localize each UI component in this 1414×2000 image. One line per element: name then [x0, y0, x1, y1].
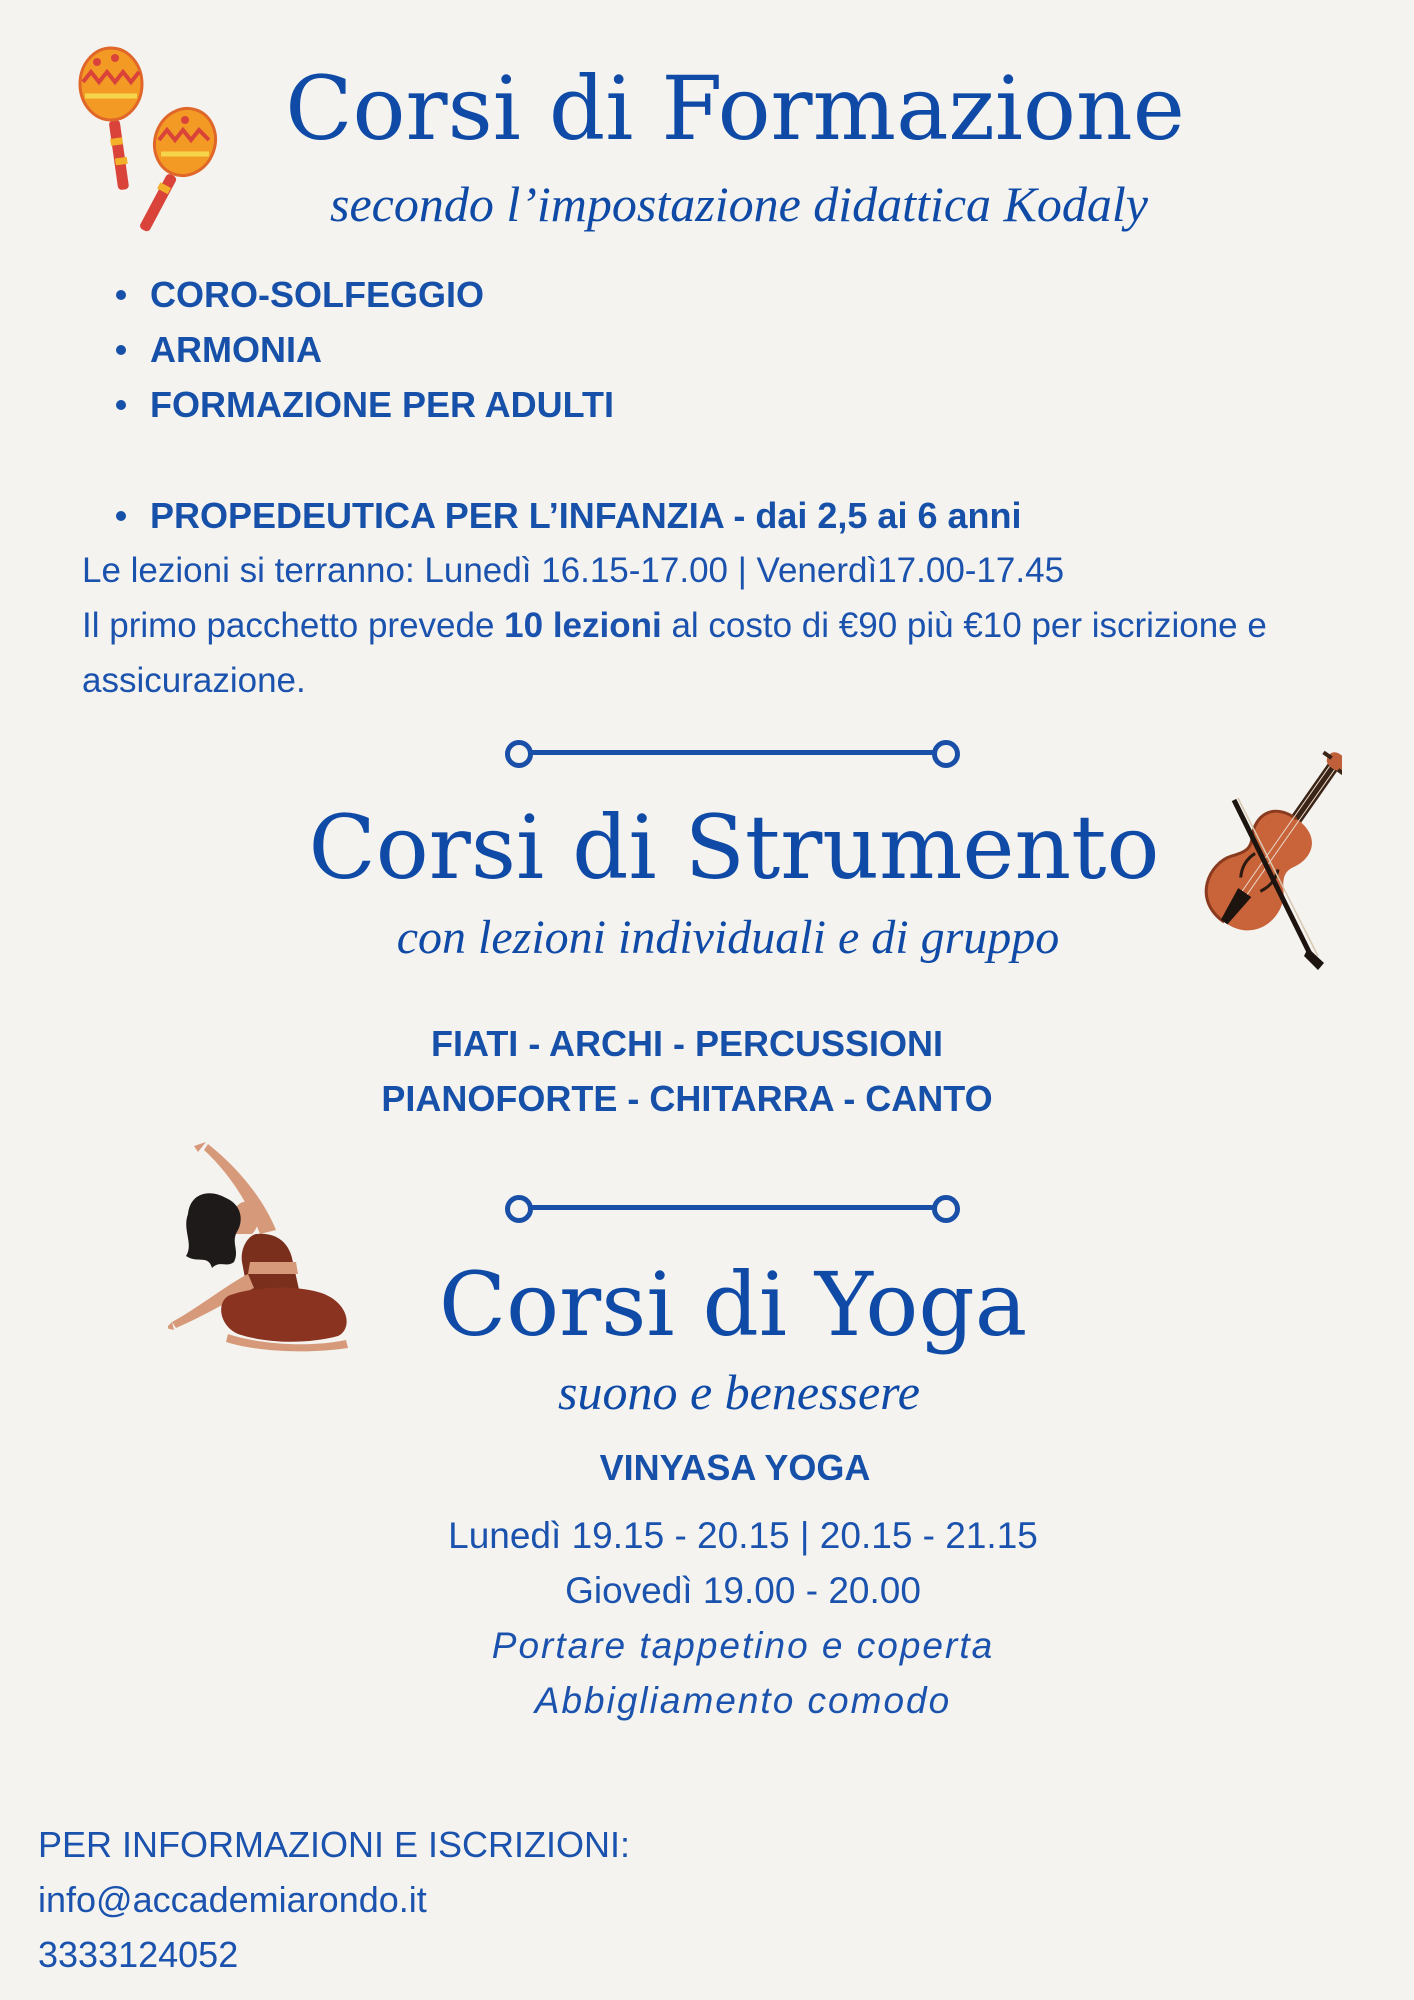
yoga-subtitle: suono e benessere — [558, 1364, 920, 1420]
list-item: FORMAZIONE PER ADULTI — [108, 377, 614, 432]
list-item: ARMONIA — [108, 322, 614, 377]
formazione-subtitle: secondo l’impostazione didattica Kodaly — [330, 176, 1148, 232]
package-text: Il primo pacchetto prevede — [82, 606, 505, 645]
formazione-list — [108, 267, 614, 432]
formazione-schedule: Le lezioni si terranno: Lunedì 16.15-17.00 | Venerdì17.00-17.45 — [82, 551, 1065, 590]
divider — [505, 1192, 960, 1222]
divider-line — [519, 750, 946, 755]
contact-email-link[interactable]: info@accademiarondo.it — [38, 1879, 427, 1920]
divider — [505, 737, 960, 767]
yoga-title: Corsi di Yoga — [438, 1253, 1028, 1356]
strumento-title: Corsi di Strumento — [308, 796, 1160, 899]
list-item: PROPEDEUTICA PER L’INFANZIA - dai 2,5 ai 6 anni — [108, 488, 1022, 543]
strumento-line1: FIATI - ARCHI - PERCUSSIONI — [431, 1023, 943, 1064]
formazione-package — [82, 598, 1282, 708]
infanzia-list — [108, 488, 1022, 543]
strumento-line2: PIANOFORTE - CHITARRA - CANTO — [381, 1078, 993, 1119]
yoga-schedule-2: Giovedì 19.00 - 20.00 — [565, 1570, 921, 1611]
divider-line — [519, 1205, 946, 1210]
divider-dot — [932, 1195, 960, 1223]
strumento-subtitle: con lezioni individuali e di gruppo — [396, 911, 1060, 964]
formazione-title: Corsi di Formazione — [285, 57, 1185, 160]
yoga-type: VINYASA YOGA — [599, 1447, 871, 1488]
package-text: al costo di €90 più €10 per iscrizione e assicurazione. — [82, 606, 1267, 700]
divider-dot — [505, 1195, 533, 1223]
contact-phone-link[interactable]: 3333124052 — [38, 1934, 239, 1975]
divider-dot — [505, 740, 533, 768]
list-item: CORO-SOLFEGGIO — [108, 267, 614, 322]
contact-label: PER INFORMAZIONI E ISCRIZIONI: — [38, 1824, 631, 1865]
yoga-schedule-1: Lunedì 19.15 - 20.15 | 20.15 - 21.15 — [448, 1515, 1038, 1556]
yoga-note-1: Portare tappetino e coperta — [491, 1625, 995, 1666]
divider-dot — [932, 740, 960, 768]
violin-icon — [1182, 748, 1342, 973]
yoga-note-2: Abbigliamento comodo — [534, 1680, 952, 1721]
package-lessons: 10 lezioni — [504, 606, 662, 645]
